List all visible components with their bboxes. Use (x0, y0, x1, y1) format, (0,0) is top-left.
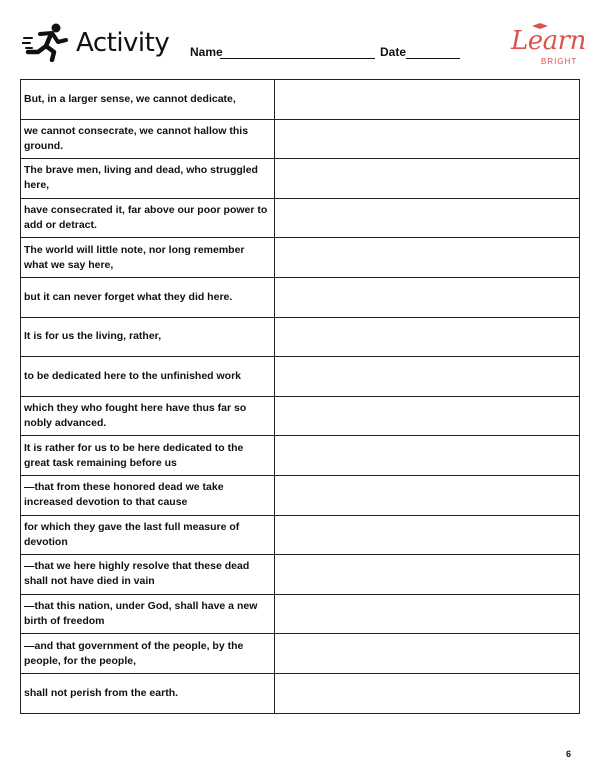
phrase-cell: The brave men, living and dead, who struggled here, (21, 159, 275, 199)
logo-word: Learn (511, 26, 586, 56)
table-row (21, 475, 580, 515)
phrase-cell: have consecrated it, far above our poor power to add or detract. (21, 198, 275, 238)
running-person-icon (22, 22, 70, 62)
phrase-cell: It is for us the living, rather, (21, 317, 275, 357)
phrase-cell: which they who fought here have thus far so nobly advanced. (21, 396, 275, 436)
answer-cell[interactable] (274, 198, 579, 238)
table-row (21, 634, 580, 674)
answer-cell[interactable] (274, 594, 579, 634)
table-row (21, 515, 580, 555)
phrase-cell: —that this nation, under God, shall have a new birth of freedom (21, 594, 275, 634)
answer-cell[interactable] (274, 80, 579, 120)
answer-cell[interactable] (274, 159, 579, 199)
answer-cell[interactable] (274, 555, 579, 595)
learn-bright-logo (505, 22, 585, 70)
phrase-cell: —that from these honored dead we take increased devotion to that cause (21, 475, 275, 515)
table-row (21, 277, 580, 317)
phrase-cell: —and that government of the people, by the people, for the people, (21, 634, 275, 674)
phrase-cell: for which they gave the last full measure of devotion (21, 515, 275, 555)
table-row (21, 198, 580, 238)
logo-subtext: BRIGHT (541, 57, 578, 66)
phrase-cell: —that we here highly resolve that these dead shall not have died in vain (21, 555, 275, 595)
table-row (21, 159, 580, 199)
table-row (21, 238, 580, 278)
answer-cell[interactable] (274, 317, 579, 357)
table-row (21, 119, 580, 159)
date-label: Date (380, 45, 407, 59)
table-row (21, 396, 580, 436)
table-row (21, 317, 580, 357)
answer-cell[interactable] (274, 238, 579, 278)
phrase-cell: The world will little note, nor long remember what we say here, (21, 238, 275, 278)
table-row (21, 594, 580, 634)
answer-cell[interactable] (274, 436, 579, 476)
table-row (21, 80, 580, 120)
phrase-cell: to be dedicated here to the unfinished work (21, 357, 275, 397)
table-row (21, 673, 580, 713)
answer-cell[interactable] (274, 277, 579, 317)
answer-cell[interactable] (274, 515, 579, 555)
answer-cell[interactable] (274, 119, 579, 159)
answer-cell[interactable] (274, 634, 579, 674)
answer-cell[interactable] (274, 673, 579, 713)
page-number: 6 (566, 749, 572, 759)
activity-title: Activity (76, 28, 170, 58)
phrase-cell: It is rather for us to be here dedicated to the great task remaining before us (21, 436, 275, 476)
phrase-cell: we cannot consecrate, we cannot hallow this ground. (21, 119, 275, 159)
date-field[interactable] (406, 58, 460, 59)
table-row (21, 555, 580, 595)
table-row (21, 436, 580, 476)
phrase-cell: but it can never forget what they did here. (21, 277, 275, 317)
phrase-cell: shall not perish from the earth. (21, 673, 275, 713)
name-field[interactable] (220, 58, 375, 59)
name-label: Name (190, 45, 223, 59)
answer-cell[interactable] (274, 357, 579, 397)
worksheet-header (0, 0, 600, 80)
phrase-cell: But, in a larger sense, we cannot dedicate, (21, 80, 275, 120)
table-row (21, 357, 580, 397)
answer-cell[interactable] (274, 396, 579, 436)
worksheet-table (20, 79, 580, 714)
answer-cell[interactable] (274, 475, 579, 515)
